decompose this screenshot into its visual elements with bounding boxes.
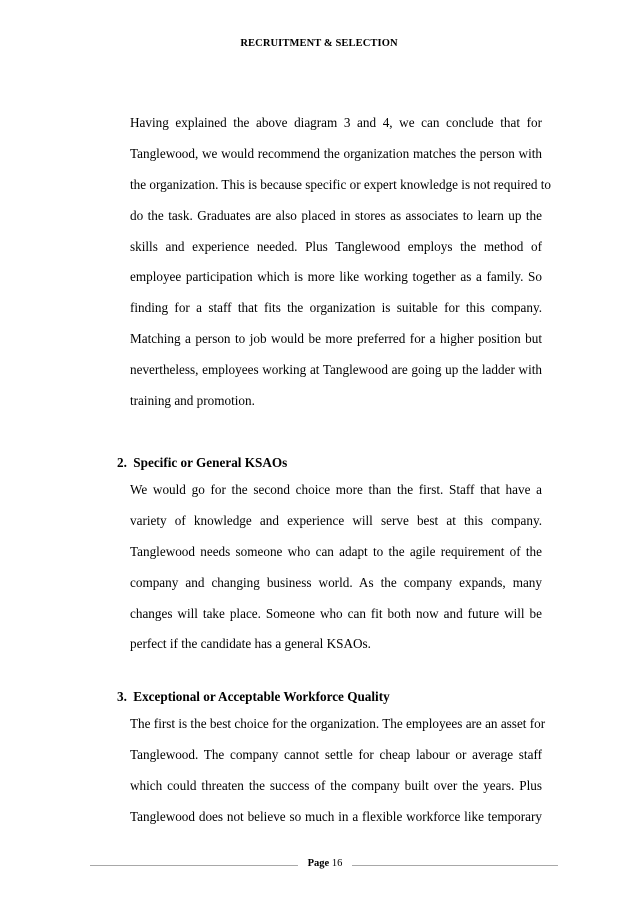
paragraph-line: employee participation which is more like working together as a family. So xyxy=(130,269,542,285)
paragraph-line: the organization. This is because specific or expert knowledge is not required to xyxy=(130,176,552,192)
running-header: RECRUITMENT & SELECTION xyxy=(240,38,398,49)
paragraph-line: variety of knowledge and experience will serve best at this company. xyxy=(130,512,542,528)
paragraph-line: nevertheless, employees working at Tanglewood are going up the ladder with xyxy=(130,362,542,378)
section-number: 2. xyxy=(117,455,127,470)
page-number-value: 16 xyxy=(331,858,343,869)
paragraph-line: do the task. Graduates are also placed in stores as associates to learn up the xyxy=(130,207,542,223)
section-title: Specific or General KSAOs xyxy=(133,455,288,470)
paragraph-line: finding for a staff that fits the organization is suitable for this company. xyxy=(130,300,542,316)
paragraph-line: Matching a person to job would be more preferred for a higher position but xyxy=(130,331,542,347)
paragraph-line: Having explained the above diagram 3 and 4, we can conclude that for xyxy=(130,115,542,130)
paragraph-line: skills and experience needed. Plus Tanglewood employs the method of xyxy=(130,238,542,254)
paragraph-line: company and changing business world. As the company expands, many xyxy=(130,574,542,590)
page-label: Page xyxy=(307,858,330,869)
section-heading-3 xyxy=(117,689,390,705)
section-2-paragraph xyxy=(130,475,542,660)
paragraph-line: Tanglewood, we would recommend the organization matches the person with xyxy=(130,145,542,161)
section-number: 3. xyxy=(117,689,127,704)
footer-rule-left xyxy=(90,865,298,866)
section-title: Exceptional or Acceptable Workforce Quality xyxy=(133,689,390,704)
paragraph-line: perfect if the candidate has a general KSAOs. xyxy=(130,636,371,652)
paragraph-line: The first is the best choice for the organization. The employees are an asset for xyxy=(130,716,546,731)
page-number xyxy=(298,858,352,869)
paragraph-line: changes will take place. Someone who can fit both now and future will be xyxy=(130,605,542,621)
paragraph-line: Tanglewood needs someone who can adapt to the agile requirement of the xyxy=(130,543,542,559)
footer-rule-right xyxy=(352,865,558,866)
paragraph-line: training and promotion. xyxy=(130,393,255,409)
paragraph-line: Tanglewood does not believe so much in a flexible workforce like temporary xyxy=(130,808,542,824)
section-3-paragraph xyxy=(130,709,546,833)
section-heading-2 xyxy=(117,455,287,471)
paragraph-line: which could threaten the success of the company built over the years. Plus xyxy=(130,777,542,793)
intro-paragraph xyxy=(130,108,552,417)
paragraph-line: Tanglewood. The company cannot settle for cheap labour or average staff xyxy=(130,746,542,762)
paragraph-line: We would go for the second choice more than the first. Staff that have a xyxy=(130,482,542,497)
